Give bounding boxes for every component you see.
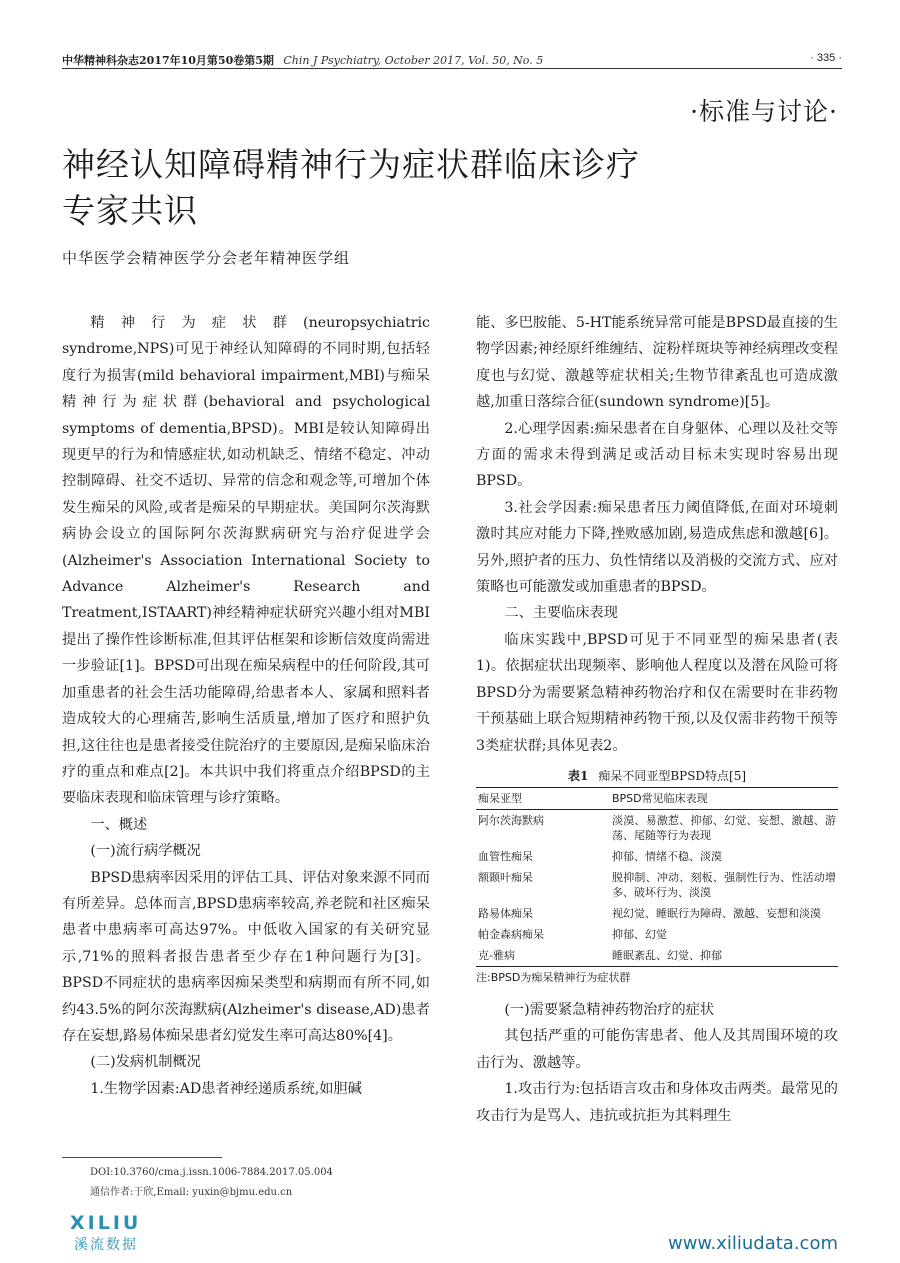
paragraph: 3.社会学因素:痴呆患者压力阈值降低,在面对环境刺激时其应对能力下降,挫败感加剧,易造成焦虑和激越[6]。另外,照护者的压力、负性情绪以及消极的交流方式、应对策略也可能激发或加重患者的BPSD。 [476,499,838,596]
paragraph: BPSD患病率因采用的评估工具、评估对象来源不同而有所差异。总体而言,BPSD患病率较高,养老院和社区痴呆患者中患病率可高达97%。中低收入国家的有关研究显示,71%的照料者报告患者至少存在1种问题行为[3]。BPSD不同症状的患病率因痴呆类型和病期而有所不同,如约43.5%的阿尔茨海默病(Alzheimer's disease,AD)患者存在妄想,路易体痴呆患者幻觉发生率可高达80%[4]。 [62,869,430,1044]
table-row [476,924,838,945]
table-row [476,903,838,924]
corresponding-author: 通信作者:于欣,Email: yuxin@bjmu.edu.cn [90,1187,293,1198]
doi-text: DOI:10.3760/cma.j.issn.1006-7884.2017.05.004 [90,1167,333,1178]
table-row [476,945,838,967]
title-line-2: 专家共识 [62,191,198,230]
footnotes [90,1163,430,1203]
table-header-row [476,787,838,809]
footnote-divider [62,1157,222,1158]
table-cell: 帕金森病痴呆 [478,927,544,941]
table-cell: 额颞叶痴呆 [478,870,533,884]
paragraph: 其包括严重的可能伤害患者、他人及其周围环境的攻击行为、激越等。 [476,1028,838,1071]
paragraph: 1.攻击行为:包括语言攻击和身体攻击两类。最常见的攻击行为是骂人、违抗或抗拒为其料理生 [476,1081,838,1124]
left-column [62,310,430,1102]
table-caption [476,765,838,787]
table-cell: 睡眠紊乱、幻觉、抑郁 [610,945,838,967]
table-row [476,867,838,903]
table-cell: 路易体痴呆 [478,906,533,920]
section-heading: 一、概述 [90,816,148,833]
paragraph: 临床实践中,BPSD可见于不同亚型的痴呆患者(表1)。依据症状出现频率、影响他人程度以及潜在风险可将BPSD分为需要紧急精神药物治疗和仅在需要时在非药物干预基础上联合短期精神药物干预,以及仅需非药物干预等3类症状群;具体见表2。 [476,631,838,754]
journal-name: 中华精神科杂志2017年10月第50卷第5期 [62,54,274,67]
paragraph: 2.心理学因素:痴呆患者在自身躯体、心理以及社交等方面的需求未得到满足或活动目标未实现时容易出现BPSD。 [476,420,838,490]
title-line-1: 神经认知障碍精神行为症状群临床诊疗 [62,145,640,184]
table-1 [476,765,838,989]
table-title: 痴呆不同亚型BPSD特点[5] [598,768,747,783]
table-cell: 脱抑制、冲动、刻板、强制性行为、性活动增多、破坏行为、淡漠 [612,870,836,899]
table-cell: 视幻觉、睡眠行为障碍、激越、妄想和淡漠 [612,906,821,920]
table-note: 注:BPSD为痴呆精神行为症状群 [476,970,631,984]
paragraph: 1.生物学因素:AD患者神经递质系统,如胆碱 [90,1080,362,1097]
column-header: 痴呆亚型 [476,787,610,809]
running-header [62,52,842,68]
table-cell: 克-雅病 [476,945,610,967]
table-number: 表1 [567,768,589,783]
section-tag: ·标准与讨论· [690,97,838,126]
table-cell: 抑郁、幻觉 [612,927,667,941]
subsection-heading: (一)流行病学概况 [90,843,201,860]
table-cell: 淡漠、易激惹、抑郁、幻觉、妄想、激越、游荡、尾随等行为表现 [612,813,836,842]
table-cell: 血管性痴呆 [478,849,533,863]
paragraph: 精神行为症状群(neuropsychiatric syndrome,NPS)可见于神经认知障碍的不同时期,包括轻度行为损害(mild behavioral impairment,MBI)与痴呆精神行为症状群(behavioral and psychological symptoms of dementia,BPSD)。MBI是较认知障碍出现更早的行为和情感症状,如动机缺乏、情绪不稳定、冲动控制障碍、社交不适切、异常的信念和观念等,可增加个体发生痴呆的风险,或者是痴呆的早期症状。美国阿尔茨海默病协会设立的国际阿尔茨海默病研究与治疗促进学会(Alzheimer's Association International Society to Advance Alzheimer's Research and Treatment,ISTAART)神经精神症状研究兴趣小组对MBI提出了操作性诊断标准,但其评估框架和诊断信效度尚需进一步验证[1]。BPSD可出现在痴呆病程中的任何阶段,其可加重患者的社会生活功能障碍,给患者本人、家属和照料者造成较大的心理痛苦,影响生活质量,增加了医疗和照护负担,这往往也是患者接受住院治疗的主要原因,是痴呆临床治疗的重点和难点[2]。本共识中我们将重点介绍BPSD的主要临床表现和临床管理与诊疗策略。 [62,315,430,807]
paragraph: 能、多巴胺能、5-HT能系统异常可能是BPSD最直接的生物学因素;神经原纤维缠结、淀粉样斑块等神经病理改变程度也与幻觉、激越等症状相关;生物节律紊乱也可造成激越,加重日落综合征(sundown syndrome)[5]。 [476,315,838,411]
article-title [62,142,702,234]
watermark-url: www.xiliudata.com [667,1233,838,1254]
logo-wordmark: XILIU [70,1212,142,1232]
header-divider [62,68,842,69]
xiliu-logo-icon [68,1212,168,1232]
subsection-heading: (二)发病机制概况 [90,1054,201,1071]
column-header: BPSD常见临床表现 [610,787,838,809]
logo-subtitle: 溪流数据 [74,1237,138,1253]
watermark-logo [68,1212,168,1256]
bpsd-subtype-table [476,787,838,967]
subsection-heading: (一)需要紧急精神药物治疗的症状 [504,1001,715,1018]
table-row [476,809,838,846]
page-number: · 335 · [810,52,842,64]
author-group: 中华医学会精神医学分会老年精神医学组 [62,249,351,267]
right-column [476,310,838,1129]
table-row [476,846,838,867]
journal-name-en: Chin J Psychiatry, October 2017, Vol. 50, No. 5 [283,54,544,67]
table-cell: 抑郁、情绪不稳、淡漠 [612,849,722,863]
section-heading: 二、主要临床表现 [504,605,618,622]
table-cell: 阿尔茨海默病 [478,813,544,827]
